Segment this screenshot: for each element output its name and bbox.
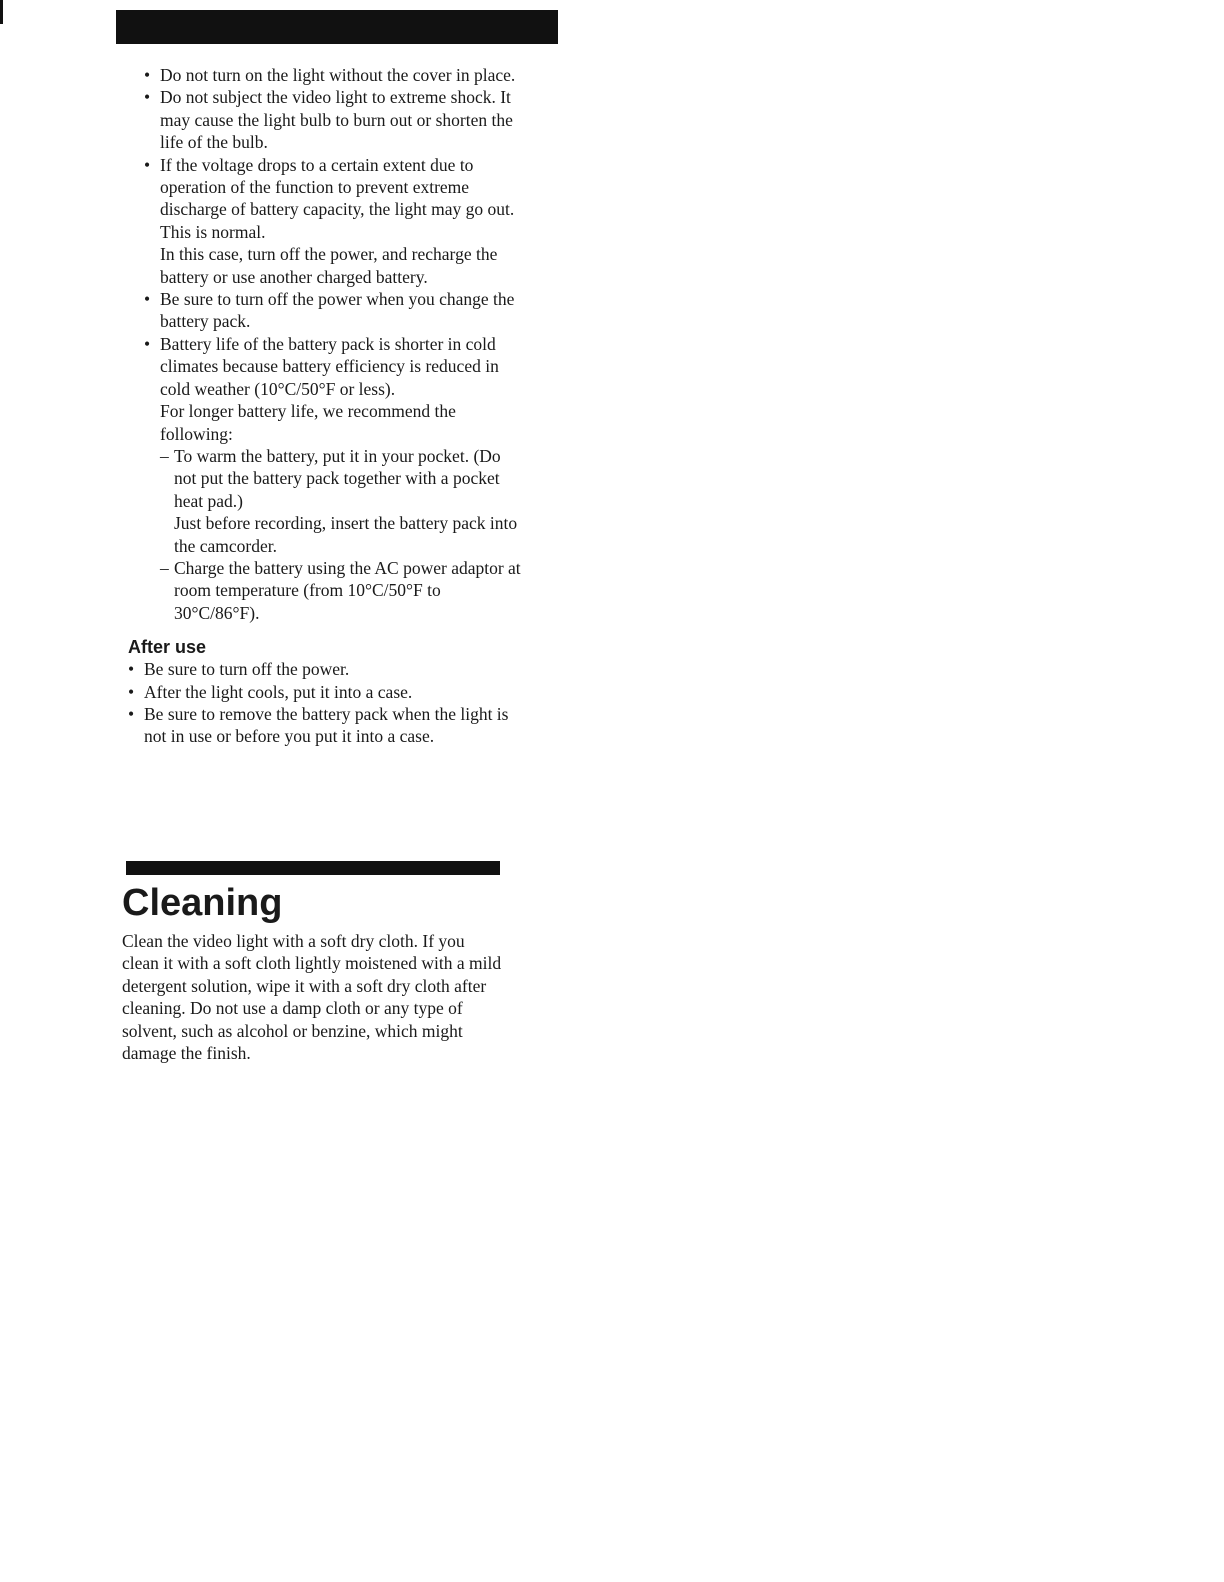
precautions-list bbox=[122, 64, 522, 624]
list-item bbox=[122, 658, 522, 680]
list-item-text: Do not subject the video light to extreme shock. It may cause the light bulb to burn out or shorten the life of the bulb. bbox=[160, 87, 513, 153]
scan-edge-mark bbox=[0, 0, 3, 24]
sub-list-item bbox=[160, 445, 522, 557]
list-item-text: Be sure to remove the battery pack when the light is not in use or before you put it into a case. bbox=[144, 703, 509, 747]
battery-tips-list bbox=[160, 445, 522, 624]
list-item bbox=[122, 86, 522, 153]
list-item bbox=[122, 288, 522, 333]
after-use-heading: After use bbox=[128, 637, 207, 658]
list-item-text: Do not turn on the light without the cover in place. bbox=[160, 65, 516, 85]
precautions-column bbox=[122, 64, 522, 748]
sub-list-item bbox=[160, 557, 522, 624]
after-use-list bbox=[122, 658, 522, 748]
list-item-text: Battery life of the battery pack is shorter in cold climates because battery efficiency is reduced in cold weather (10°C/50°F or less). bbox=[160, 333, 499, 399]
sub-list-item-text: To warm the battery, put it in your pocket. (Do not put the battery pack together with a pocket heat pad.) bbox=[174, 445, 501, 511]
dash-icon: – bbox=[160, 557, 169, 578]
list-item-note: In this case, turn off the power, and recharge the battery or use another charged battery. bbox=[160, 244, 498, 287]
cleaning-heading: Cleaning bbox=[122, 882, 283, 924]
sub-list-item-text: Charge the battery using the AC power adaptor at room temperature (from 10°C/50°F to 30°C/86°F). bbox=[174, 557, 521, 623]
list-item-text: Be sure to turn off the power when you change the battery pack. bbox=[160, 289, 515, 332]
bullet-icon: • bbox=[144, 333, 151, 354]
dash-icon: – bbox=[160, 445, 169, 466]
section-header-bar bbox=[116, 10, 558, 44]
list-item bbox=[122, 64, 522, 86]
bullet-icon: • bbox=[144, 65, 151, 85]
bullet-icon: • bbox=[144, 87, 151, 108]
list-item-text: After the light cools, put it into a case. bbox=[144, 681, 413, 702]
list-item-text: Be sure to turn off the power. bbox=[144, 659, 350, 680]
cleaning-body-text: Clean the video light with a soft dry cloth. If you clean it with a soft cloth lightly moistened with a mild detergent solution, wipe it with a soft dry cloth after cleaning. Do not use a damp cloth or any type of solvent, such as alcohol or benzine, which might damage the finish. bbox=[122, 931, 502, 1064]
sub-list-item-note: Just before recording, insert the battery pack into the camcorder. bbox=[174, 513, 518, 556]
bullet-icon: • bbox=[144, 289, 151, 310]
bullet-icon: • bbox=[128, 703, 135, 724]
cleaning-section-bar bbox=[126, 861, 500, 875]
list-item-text: If the voltage drops to a certain extent due to operation of the function to prevent extreme discharge of battery capacity, the light may go out. This is normal. bbox=[160, 154, 515, 242]
bullet-icon: • bbox=[128, 659, 135, 680]
list-item-note: For longer battery life, we recommend the following: bbox=[160, 401, 456, 444]
list-item bbox=[122, 703, 522, 748]
list-item bbox=[122, 681, 522, 703]
bullet-icon: • bbox=[128, 681, 135, 702]
bullet-icon: • bbox=[144, 154, 151, 175]
list-item bbox=[122, 333, 522, 624]
list-item bbox=[122, 154, 522, 288]
